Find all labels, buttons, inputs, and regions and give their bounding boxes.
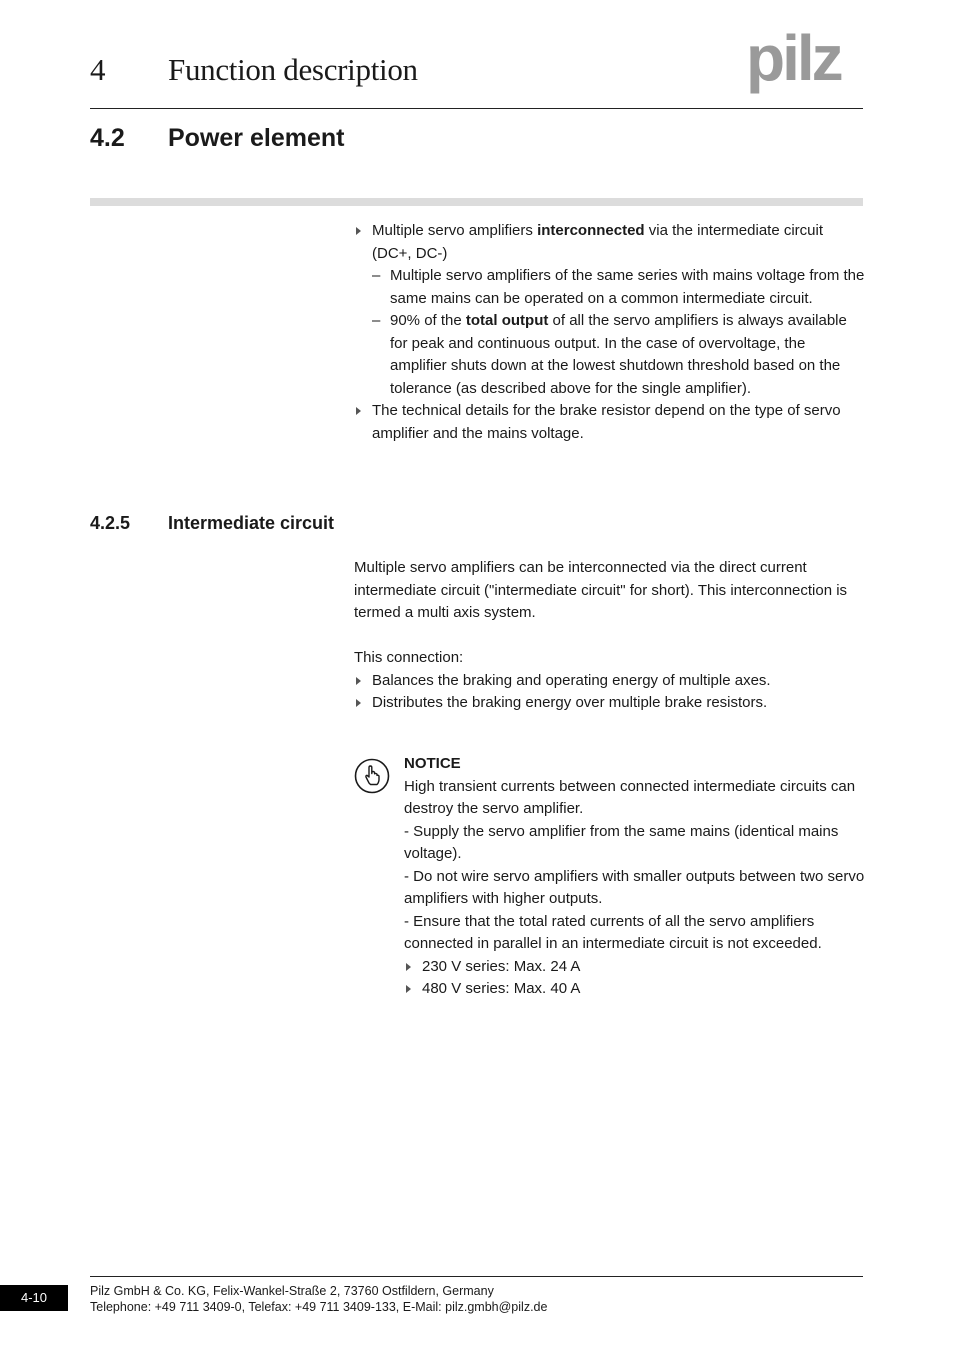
connection-list [354, 647, 866, 715]
header-divider [90, 108, 863, 109]
list-subitem: – 90% of the total output of all the servo amplifiers is always available for peak and continuous output. In the case of overvoltage, the amplifier shuts down at the lowest shutdown threshold based on the tolerance (as described above for the single amplifier). [372, 312, 847, 397]
chapter-number: 4 [90, 52, 106, 87]
bullet-arrow-icon [356, 699, 361, 707]
section-number: 4.2 [90, 124, 125, 152]
list-item: 230 V series: Max. 24 A [404, 956, 866, 979]
notice-text: - Ensure that the total rated currents of all the servo amplifiers connected in parallel in an intermediate circuit is not exceeded. [404, 912, 822, 952]
intro-list [354, 220, 866, 445]
pointing-hand-icon [354, 758, 390, 794]
list-item: 480 V series: Max. 40 A [404, 978, 866, 1001]
subsection-paragraph: Multiple servo amplifiers can be interconnected via the direct current intermediate circuit ("intermediate circuit" for short). This interconnection is termed a multi axis system. [354, 559, 848, 621]
bullet-arrow-icon [356, 677, 361, 685]
list-item: Multiple servo amplifiers interconnected via the intermediate circuit (DC+, DC-) [354, 220, 866, 265]
notice-text: - Supply the servo amplifier from the same mains (identical mains voltage). [404, 822, 839, 862]
list-item: Distributes the braking energy over multiple brake resistors. [354, 692, 866, 715]
notice-text: High transient currents between connected intermediate circuits can destroy the servo amplifier. [404, 777, 856, 817]
bullet-arrow-icon [356, 407, 361, 415]
footer-line: Pilz GmbH & Co. KG, Felix-Wankel-Straße 2, 73760 Ostfildern, Germany [90, 1284, 494, 1298]
section-title: Power element [168, 124, 345, 152]
notice-text: - Do not wire servo amplifiers with smaller outputs between two servo amplifiers with higher outputs. [404, 867, 865, 907]
list-lead: This connection: [354, 649, 464, 666]
notice-title: NOTICE [404, 755, 461, 772]
logo-text: pilz [746, 28, 841, 94]
section-bar [90, 198, 863, 206]
list-item: Balances the braking and operating energy of multiple axes. [354, 670, 866, 693]
page-number: 4-10 [0, 1285, 68, 1311]
subsection-title: Intermediate circuit [168, 513, 335, 533]
subsection-number: 4.2.5 [90, 513, 131, 533]
bullet-arrow-icon [356, 227, 361, 235]
footer-line: Telephone: +49 711 3409-0, Telefax: +49 711 3409-133, E-Mail: pilz.gmbh@pilz.de [90, 1300, 548, 1314]
footer-divider [90, 1276, 863, 1277]
list-subitem: – Multiple servo amplifiers of the same series with mains voltage from the same mains can be operated on a common intermediate circuit. [372, 267, 865, 307]
bullet-arrow-icon [406, 963, 411, 971]
bullet-arrow-icon [406, 985, 411, 993]
notice-block [404, 753, 866, 1001]
footer-address [90, 1283, 547, 1315]
chapter-title: Function description [168, 52, 418, 87]
list-item: The technical details for the brake resistor depend on the type of servo amplifier and the mains voltage. [354, 400, 866, 445]
pilz-logo [746, 28, 866, 96]
